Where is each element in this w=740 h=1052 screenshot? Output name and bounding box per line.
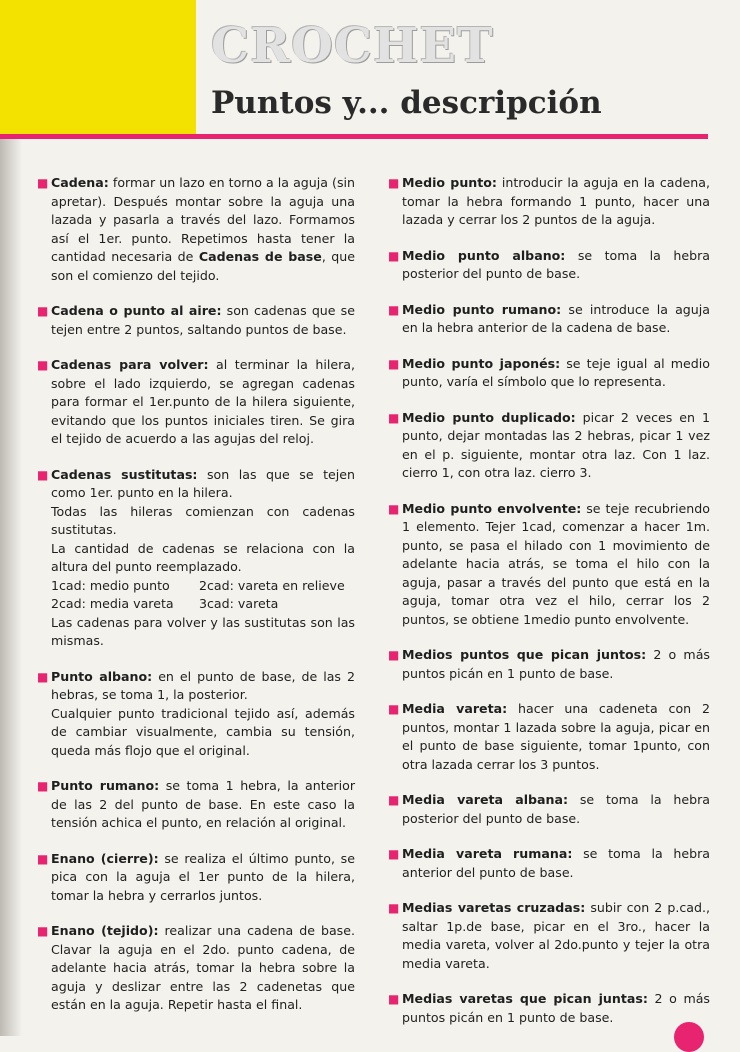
entry-term: Media vareta: — [402, 701, 508, 716]
bullet-icon: ■ — [388, 648, 400, 662]
entry-line: Cualquier punto tradicional tejido así, además de cambiar visualmente, cambia su tensión, queda más flojo que el original. — [51, 705, 355, 758]
entry-text: se realiza el último punto, se pica con la aguja el 1er punto de la hilera, tomar la hebra y cerrarlos juntos. — [51, 850, 355, 903]
entry-term: Cadenas sustitutas: — [51, 466, 198, 482]
entry-text: se toma la hebra posterior del punto de base. — [402, 247, 710, 281]
entry-enano-cierre — [37, 850, 355, 906]
substitute-chain-item: 3cad: vareta — [199, 596, 279, 611]
entry-text: son las que se tejen como 1er. punto en la hilera. — [51, 466, 355, 500]
entry-text: 2 o más puntos picán en 1 punto de base. — [402, 647, 710, 681]
entry-text: formar un lazo en torno a la aguja (sin apretar). Después montar sobre la aguja una lazada y pasarla a través del lazo. Formamos así el 1er. punto. Repetimos hasta tener la cantidad necesaria de — [51, 175, 355, 264]
entry-text: 2 o más puntos picán en 1 punto de base. — [402, 991, 710, 1025]
entry-line: Las cadenas para volver y las sustitutas son las mismas. — [51, 614, 355, 648]
entry-term: Medio punto duplicado: — [402, 409, 576, 425]
entry-text: se introduce la aguja en la hebra anterior de la cadena de base. — [402, 301, 710, 335]
bullet-icon: ■ — [388, 901, 400, 915]
entry-term: Cadenas para volver: — [51, 357, 209, 372]
page-subtitle: Puntos y... descripción — [211, 85, 602, 121]
substitute-chain-row — [51, 577, 355, 596]
entry-text: picar 2 veces en 1 punto, dejar montadas las 2 hebras, picar 1 vez en el p. siguiente, montar otra laz. Con 1 laz. cierro 1, con otra laz. cierro 3. — [402, 409, 710, 480]
entry-media-vareta — [388, 700, 710, 774]
entry-cadena — [37, 174, 355, 285]
entry-medio-punto-japones — [388, 355, 710, 392]
entry-cadenas-sustitutas — [37, 466, 355, 651]
bullet-icon: ■ — [388, 410, 400, 425]
entry-medio-punto-rumano — [388, 301, 710, 338]
entry-text: subir con 2 p.cad., saltar 1p.de base, picar en el 3ro., hacer la media vareta, volver al 2do.punto y tejer la otra media vareta. — [402, 900, 710, 971]
entry-medias-varetas-cruzadas — [388, 899, 710, 973]
entry-term: Punto albano: — [51, 668, 153, 684]
substitute-chain-item: 2cad: vareta en relieve — [199, 577, 345, 593]
entry-term: Medio punto rumano: — [402, 301, 562, 317]
entry-text: se teje recubriendo 1 elemento. Tejer 1cad, comenzar a hacer 1m. punto, se pasa el hilado con 1 movimiento de adelante hacia atrás, se toma el hilo con la aguja, pasar a través del punto que está en la aguja, tomar otra vez el hilo, cerrar los 2 puntos, se obtiene 1medio punto envolvente. — [402, 500, 710, 627]
entry-term: Cadena o punto al aire: — [51, 303, 222, 318]
entry-term: Medio punto envolvente: — [402, 500, 582, 516]
entry-text: son cadenas que se tejen entre 2 puntos, saltando puntos de base. — [51, 303, 355, 337]
entry-term: Medio punto albano: — [402, 247, 566, 263]
page-title: CROCHET — [211, 18, 494, 74]
entry-term: Cadena: — [51, 175, 109, 190]
entry-enano-tejido — [37, 922, 355, 1015]
page-gutter-shadow — [0, 136, 22, 1036]
entry-term: Medios puntos que pican juntos: — [402, 647, 647, 662]
bullet-icon: ■ — [388, 501, 400, 516]
entry-text: al terminar la hilera, sobre el lado izquierdo, se agregan cadenas para formar el 1er.punto de la hilera siguiente, evitando que los puntos iniciales tiren. Se gira el tejido de acuerdo a las agujas del reloj. — [51, 357, 355, 446]
entry-term: Medio punto: — [402, 175, 497, 190]
entry-medios-puntos-juntos — [388, 646, 710, 683]
entry-line: Todas las hileras comienzan con cadenas sustitutas. — [51, 503, 355, 537]
bullet-icon: ■ — [388, 356, 400, 371]
entry-term: Medio punto japonés: — [402, 355, 561, 371]
bullet-icon: ■ — [388, 793, 400, 807]
entry-term: Medias varetas que pican juntas: — [402, 991, 648, 1006]
entry-text-tail: , que son el comienzo del tejido. — [51, 249, 356, 283]
entry-term: Enano (tejido): — [51, 923, 159, 938]
yellow-header-block — [0, 0, 196, 136]
bullet-icon: ■ — [37, 924, 49, 938]
page-corner-circle — [674, 1022, 704, 1052]
header-divider — [0, 134, 708, 139]
entry-term: Media vareta albana: — [402, 792, 569, 807]
entry-term: Punto rumano: — [51, 778, 160, 793]
entry-punto-albano — [37, 668, 355, 761]
entry-text: introducir la aguja en la cadena, tomar la hebra formando 1 punto, hacer una lazada y cerrar los 2 puntos de la aguja. — [402, 175, 710, 227]
bullet-icon: ■ — [388, 702, 400, 716]
entry-text: realizar una cadena de base. Clavar la aguja en el 2do. punto cadena, de adelante hacia atrás, tomar la hebra sobre la aguja y deslizar entre las 2 cadenetas que están en la aguja. Repetir hasta el final. — [51, 923, 355, 1012]
bullet-icon: ■ — [388, 176, 400, 190]
entry-term: Medias varetas cruzadas: — [402, 900, 586, 915]
bullet-icon: ■ — [37, 851, 49, 866]
entry-medio-punto-duplicado — [388, 409, 710, 483]
bullet-icon: ■ — [388, 847, 400, 861]
entry-term: Enano (cierre): — [51, 850, 159, 866]
entry-media-vareta-rumana — [388, 845, 710, 882]
substitute-chain-item: 2cad: media vareta — [51, 596, 174, 611]
entry-text: se teje igual al medio punto, varía el símbolo que lo representa. — [402, 355, 710, 389]
bullet-icon: ■ — [388, 992, 400, 1006]
entry-text: se toma la hebra anterior del punto de base. — [402, 846, 710, 880]
entry-cadena-punto-al-aire — [37, 302, 355, 339]
entry-text: hacer una cadeneta con 2 puntos, montar 1 lazada sobre la aguja, picar en el punto de base siguiente, tomar 1punto, con otra lazada cerrar los 3 puntos. — [402, 701, 710, 772]
entry-text: se toma 1 hebra, la anterior de las 2 del punto de base. En este caso la tensión achica el punto, en relación al original. — [51, 778, 355, 830]
bullet-icon: ■ — [37, 176, 49, 190]
substitute-chain-item: 1cad: medio punto — [51, 577, 170, 593]
entry-text: se toma la hebra posterior del punto de base. — [402, 792, 710, 826]
entry-punto-rumano — [37, 777, 355, 833]
entry-cadenas-para-volver — [37, 356, 355, 449]
bullet-icon: ■ — [37, 358, 49, 372]
bullet-icon: ■ — [388, 248, 400, 263]
substitute-chain-row — [51, 595, 355, 614]
entry-term: Media vareta rumana: — [402, 846, 573, 861]
bullet-icon: ■ — [37, 669, 49, 684]
bullet-icon: ■ — [37, 779, 49, 793]
entry-line: La cantidad de cadenas se relaciona con la altura del punto reemplazado. — [51, 540, 355, 574]
entry-text: en el punto de base, de las 2 hebras, se toma 1, la posterior. — [51, 668, 355, 702]
entry-medio-punto-envolvente — [388, 500, 710, 630]
bullet-icon: ■ — [37, 467, 49, 482]
entry-medias-varetas-juntas — [388, 990, 710, 1027]
entry-medio-punto — [388, 174, 710, 230]
bullet-icon: ■ — [388, 302, 400, 317]
entry-media-vareta-albana — [388, 791, 710, 828]
right-column — [388, 174, 710, 1044]
entry-medio-punto-albano — [388, 247, 710, 284]
left-column — [37, 174, 355, 1032]
entry-term-inline: Cadenas de base — [198, 249, 322, 264]
bullet-icon: ■ — [37, 304, 49, 318]
